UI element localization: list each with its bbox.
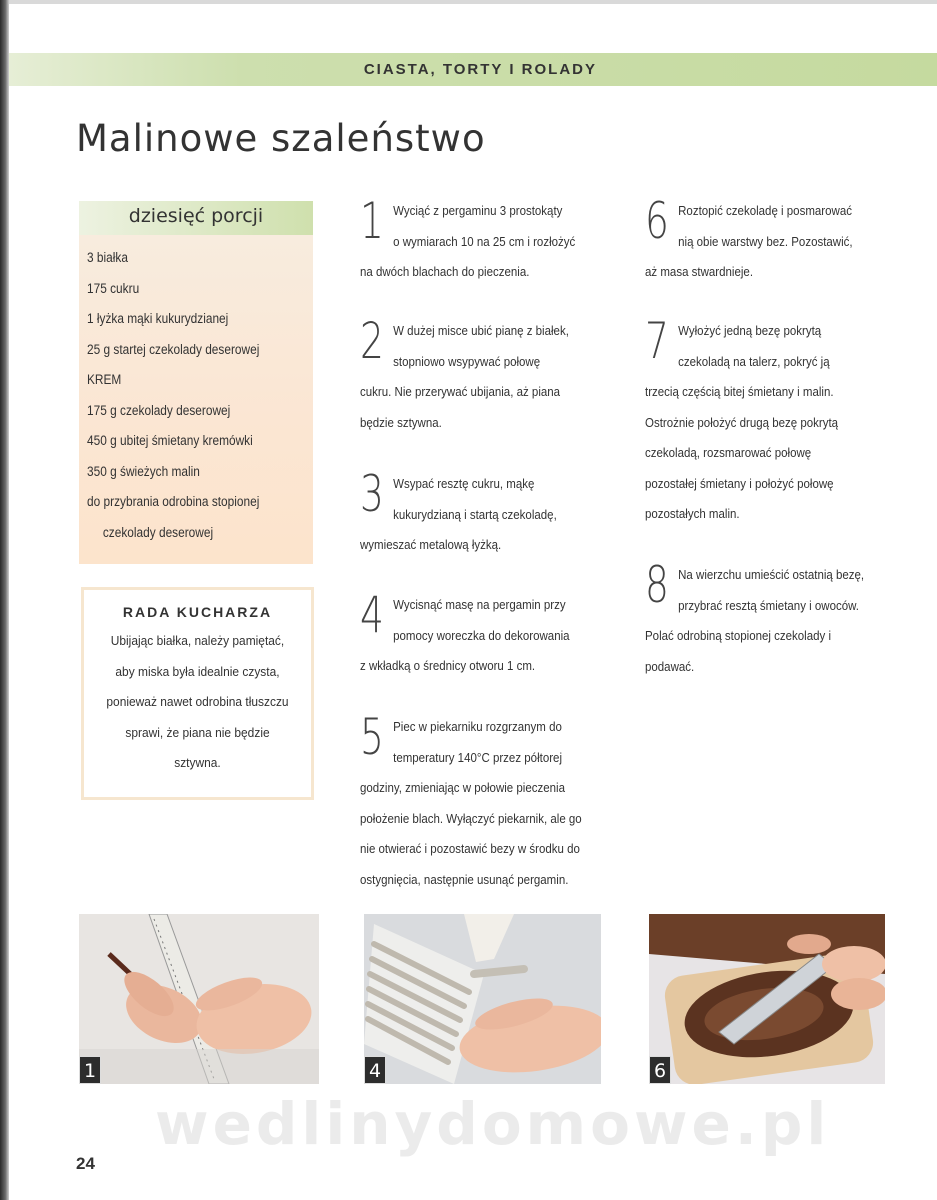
step-line: pozostałej śmietany i położyć połowę — [645, 476, 834, 491]
recipe-title: Malinowe szaleństwo — [76, 117, 486, 160]
ingredient-item: 175 g czekolady deserowej — [87, 402, 231, 418]
step-number: 8 — [645, 556, 669, 614]
photo-chocolate-image — [649, 914, 885, 1084]
ingredient-item-continued: czekolady deserowej — [102, 524, 214, 540]
photo-step-4 — [364, 914, 601, 1084]
step-line: czekoladą na talerz, pokryć ją — [678, 354, 830, 369]
step-line: cukru. Nie przerywać ubijania, aż piana — [360, 385, 561, 399]
step-3 — [360, 465, 620, 561]
ingredients-list — [79, 235, 313, 548]
step-line: nią obie warstwy bez. Pozostawić, — [678, 234, 853, 249]
tip-line: ponieważ nawet odrobina tłuszczu — [106, 694, 289, 709]
step-line: stopniowo wsypywać połowę — [393, 354, 541, 369]
step-line: wymieszać metalową łyżką. — [360, 538, 502, 552]
step-line: aż masa stwardnieje. — [645, 265, 754, 279]
step-number: 2 — [360, 312, 384, 370]
photo-step-6 — [649, 914, 885, 1084]
step-line: temperatury 140°C przez półtorej — [393, 750, 562, 765]
step-line: przybrać resztą śmietany i owoców. — [678, 598, 860, 613]
tip-line: sztywna. — [174, 755, 221, 770]
step-line: Wyciąć z pergaminu 3 prostokąty — [393, 204, 563, 218]
step-line: na dwóch blachach do pieczenia. — [360, 265, 530, 279]
step-line: ostygnięcia, następnie usunąć pergamin. — [360, 872, 569, 887]
section-header-bar — [9, 53, 937, 86]
step-1 — [360, 192, 620, 288]
servings-heading: dziesięć porcji — [79, 201, 313, 235]
ingredients-panel — [79, 201, 313, 564]
step-number: 3 — [360, 465, 384, 523]
photo-ruler-pencil-image — [79, 914, 319, 1084]
page-number: 24 — [76, 1154, 95, 1173]
tip-line: sprawi, że piana nie będzie — [125, 724, 270, 740]
photo-piping-image — [364, 914, 601, 1084]
step-line: Wsypać resztę cukru, mąkę — [393, 477, 535, 491]
tip-title: RADA KUCHARZA — [122, 604, 273, 620]
ingredient-item: 175 cukru — [87, 280, 140, 296]
step-line: trzecią częścią bitej śmietany i malin. — [645, 385, 834, 399]
photo-step-label: 1 — [79, 1056, 101, 1084]
watermark-text: wedlinydomowe.pl — [155, 1090, 831, 1158]
step-6 — [645, 192, 905, 288]
ingredient-item: 1 łyżka mąki kukurydzianej — [87, 311, 229, 326]
step-line: kukurydzianą i startą czekoladę, — [393, 507, 557, 522]
ingredient-item: do przybrania odrobina stopionej — [87, 494, 260, 509]
step-line: W dużej misce ubić pianę z białek, — [393, 324, 569, 338]
step-number: 5 — [360, 708, 384, 766]
ingredient-item: 3 białka — [87, 250, 128, 265]
ingredient-item: 25 g startej czekolady deserowej — [87, 341, 260, 357]
step-line: pozostałych malin. — [645, 507, 740, 521]
page-top-edge — [9, 0, 937, 4]
step-line: będzie sztywna. — [360, 415, 442, 430]
step-line: z wkładką o średnicy otworu 1 cm. — [360, 659, 536, 673]
step-line: Ostrożnie położyć drugą bezę pokrytą — [645, 415, 839, 430]
step-number: 4 — [360, 586, 384, 644]
step-line: czekoladą, rozsmarować połowę — [645, 446, 812, 460]
step-line: położenie blach. Wyłączyć piekarnik, ale go — [360, 811, 582, 826]
step-5 — [360, 708, 620, 895]
step-line: Roztopić czekoladę i posmarować — [678, 204, 852, 218]
step-line: podawać. — [645, 659, 695, 674]
tip-line: Ubijając białka, należy pamiętać, — [110, 633, 285, 648]
step-line: nie otwierać i pozostawić bezy w środku do — [360, 842, 580, 856]
step-line: godziny, zmieniając w połowie pieczenia — [360, 781, 565, 795]
step-line: Na wierzchu umieścić ostatnią bezę, — [678, 568, 865, 582]
chef-tip-box — [81, 587, 314, 800]
step-7 — [645, 312, 905, 530]
photo-step-label: 4 — [364, 1056, 386, 1084]
photo-step-label: 6 — [649, 1056, 671, 1084]
photo-step-1 — [79, 914, 319, 1084]
step-2 — [360, 312, 620, 438]
step-4 — [360, 586, 620, 682]
step-line: pomocy woreczka do dekorowania — [393, 628, 570, 643]
ingredient-subheading: KREM — [87, 372, 122, 387]
ingredient-item: 450 g ubitej śmietany kremówki — [87, 433, 253, 448]
ingredient-item: 350 g świeżych malin — [87, 463, 200, 479]
step-line: Polać odrobiną stopionej czekolady i — [645, 629, 832, 643]
step-line: o wymiarach 10 na 25 cm i rozłożyć — [393, 234, 576, 249]
step-8 — [645, 556, 905, 682]
step-line: Piec w piekarniku rozgrzanym do — [393, 720, 562, 734]
step-line: Wycisnąć masę na pergamin przy — [393, 598, 566, 612]
tip-line: aby miska była idealnie czysta, — [115, 663, 280, 679]
step-line: Wyłożyć jedną bezę pokrytą — [678, 324, 822, 338]
step-number: 1 — [360, 192, 384, 250]
tip-text — [93, 626, 302, 779]
book-binding-edge — [0, 0, 9, 1200]
step-number: 6 — [645, 192, 669, 250]
step-number: 7 — [645, 312, 669, 370]
section-title: CIASTA, TORTY I ROLADY — [363, 61, 597, 78]
